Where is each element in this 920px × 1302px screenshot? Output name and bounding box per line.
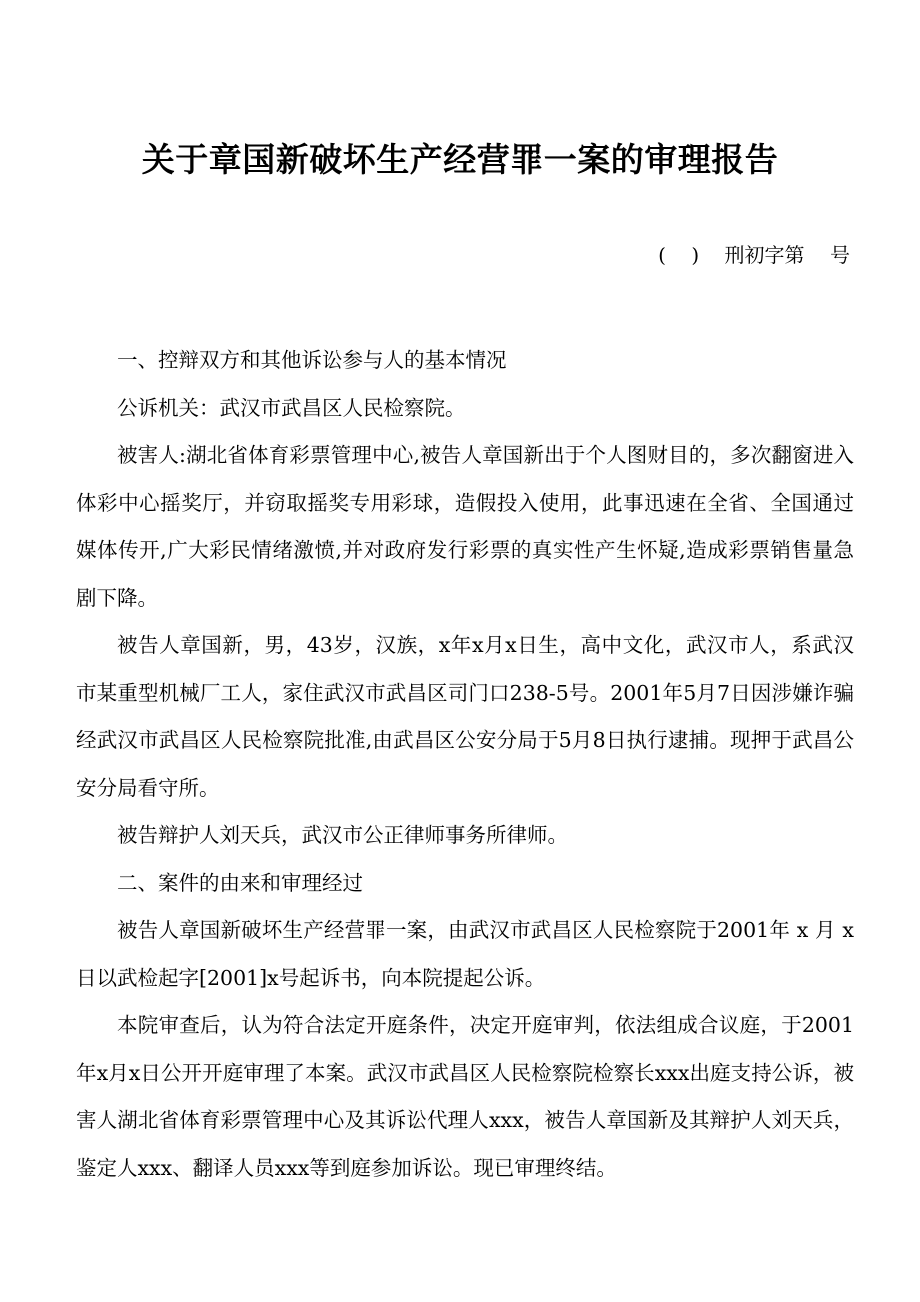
paragraph-victim: 被害人:湖北省体育彩票管理中心,被告人章国新出于个人图财目的，多次翻窗进入体彩中心摇奖厅，并窃取摇奖专用彩球，造假投入使用，此事迅速在全省、全国通过媒体传开,广大彩民情绪激愤,并对政府发行彩票的真实性产生怀疑,造成彩票销售量急剧下降。 <box>76 443 854 610</box>
paragraph-prosecutor: 公诉机关：武汉市武昌区人民检察院。 <box>117 395 466 420</box>
section-heading-parties: 一、控辩双方和其他诉讼参与人的基本情况 <box>117 348 507 372</box>
paragraph-defense-counsel: 被告辩护人刘天兵，武汉市公正律师事务所律师。 <box>117 823 568 847</box>
paragraph-defendant: 被告人章国新，男，43岁，汉族，x年x月x日生，高中文化，武汉市人，系武汉市某重型机械厂工人，家住武汉市武昌区司门口238-5号。2001年5月7日因涉嫌诈骗经武汉市武昌区人民检察院批准,由武昌区公安分局于5月8日执行逮捕。现押于武昌公安分局看守所。 <box>76 633 854 800</box>
document-body <box>76 337 854 1192</box>
paragraph-case-origin: 被告人章国新破坏生产经营罪一案，由武汉市武昌区人民检察院于2001年 x 月 x 日以武检起字[2001]x号起诉书，向本院提起公诉。 <box>76 918 854 990</box>
section-heading-case-history: 二、案件的由来和审理经过 <box>117 870 363 895</box>
case-number: ( ) 刑初字第 号 <box>658 243 850 267</box>
document-title: 关于章国新破坏生产经营罪一案的审理报告 <box>141 140 779 179</box>
paragraph-trial-process: 本院审查后，认为符合法定开庭条件，决定开庭审判，依法组成合议庭，于2001年x月x日公开开庭审理了本案。武汉市武昌区人民检察院检察长xxx出庭支持公诉，被害人湖北省体育彩票管理中心及其诉讼代理人xxx，被告人章国新及其辩护人刘天兵，鉴定人xxx、翻译人员xxx等到庭参加诉讼。现已审理终结。 <box>76 1013 854 1180</box>
